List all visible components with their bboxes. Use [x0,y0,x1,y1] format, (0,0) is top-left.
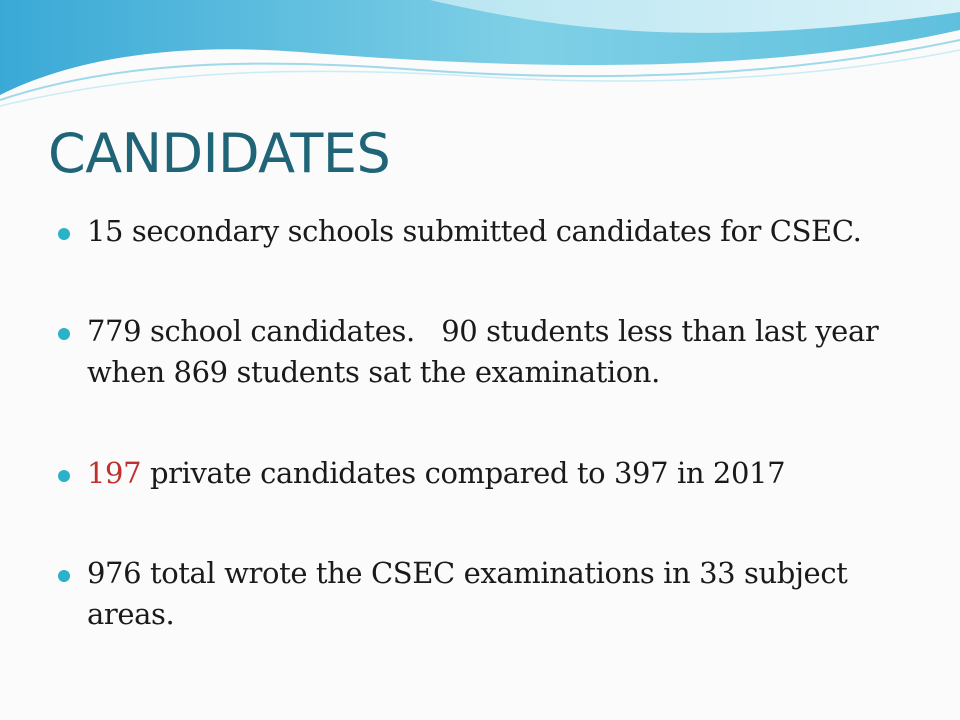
bullet-text: 15 secondary schools submitted candidates for CSEC. [87,214,862,248]
bullet-text: 779 school candidates. 90 students less than last year when 869 students sat the examination. [87,314,888,389]
bullet-dot-icon [58,228,70,240]
bullet-text-rest: private candidates compared to 397 in 2017 [141,456,786,490]
slide-title: CANDIDATES [48,122,391,185]
bullet-item [58,553,908,635]
bullet-dot-icon [58,470,70,482]
highlighted-number: 197 [87,456,142,490]
bullet-item [58,311,908,393]
bullet-dot-icon [58,570,70,582]
bullet-dot-icon [58,328,70,340]
bullet-item [58,211,908,252]
bullet-text: 976 total wrote the CSEC examinations in 33 subject areas. [87,556,848,631]
bullet-text [87,453,785,494]
header-wave-decoration [0,0,960,110]
bullet-item [58,453,908,494]
